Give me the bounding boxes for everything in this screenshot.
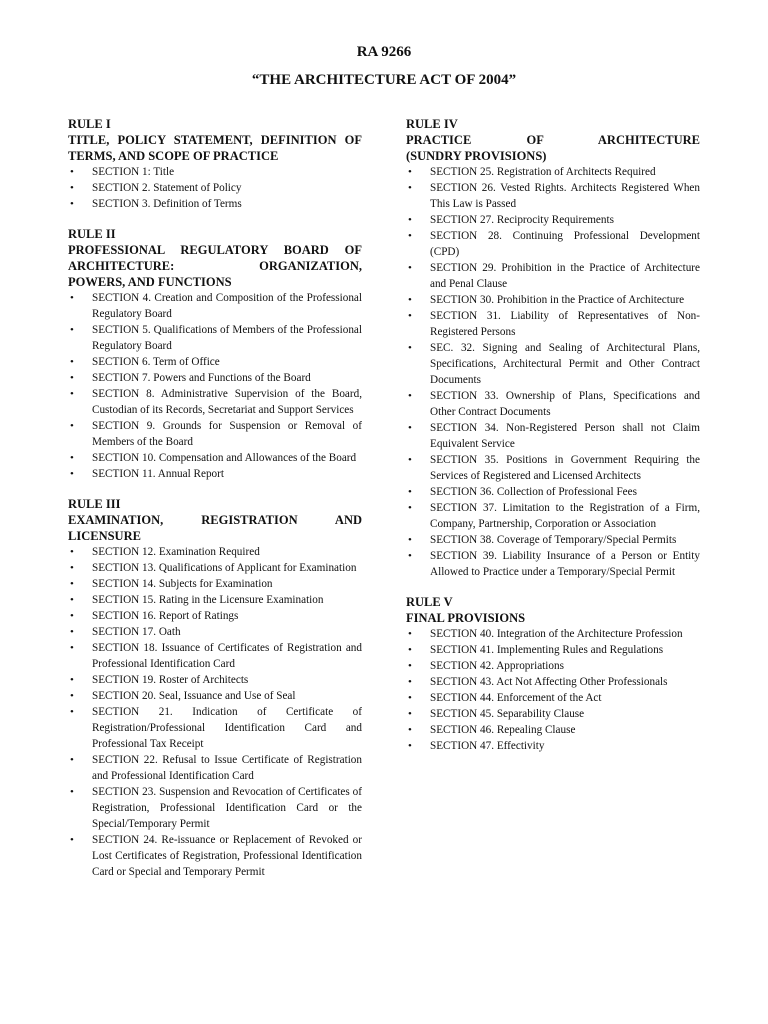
section-item: • SECTION 42. Appropriations	[406, 658, 700, 674]
rule-block	[68, 496, 362, 880]
section-item: • SECTION 31. Liability of Representatives of Non-Registered Persons	[406, 308, 700, 340]
section-item: • SECTION 46. Repealing Clause	[406, 722, 700, 738]
section-item: • SECTION 24. Re-issuance or Replacement of Revoked or Lost Certificates of Registration, Professional Identification Card or Special and Temporary Permit	[68, 832, 362, 880]
section-item: • SECTION 2. Statement of Policy	[68, 180, 362, 196]
section-item: • SECTION 37. Limitation to the Registration of a Firm, Company, Partnership, Corporation or Association	[406, 500, 700, 532]
rule-title-line: TITLE, POLICY STATEMENT, DEFINITION OF	[68, 133, 362, 147]
section-item: • SECTION 39. Liability Insurance of a Person or Entity Allowed to Practice under a Temporary/Special Permit	[406, 548, 700, 580]
section-item: • SECTION 10. Compensation and Allowances of the Board	[68, 450, 362, 466]
section-item: • SECTION 6. Term of Office	[68, 354, 362, 370]
section-item: • SECTION 13. Qualifications of Applicant for Examination	[68, 560, 362, 576]
rule-title-line: PRACTICE OF ARCHITECTURE	[406, 133, 700, 147]
section-item: • SECTION 7. Powers and Functions of the Board	[68, 370, 362, 386]
left-column	[68, 116, 362, 894]
section-item: • SECTION 41. Implementing Rules and Regulations	[406, 642, 700, 658]
section-item: • SECTION 43. Act Not Affecting Other Professionals	[406, 674, 700, 690]
rule-heading	[68, 116, 362, 164]
rule-heading	[68, 226, 362, 290]
section-item: • SECTION 29. Prohibition in the Practice of Architecture and Penal Clause	[406, 260, 700, 292]
section-item: • SECTION 22. Refusal to Issue Certificate of Registration and Professional Identification Card	[68, 752, 362, 784]
section-item: • SECTION 9. Grounds for Suspension or Removal of Members of the Board	[68, 418, 362, 450]
section-item: • SECTION 23. Suspension and Revocation of Certificates of Registration, Professional Identification Card or the Special/Temporary Permit	[68, 784, 362, 832]
rule-label: RULE V	[406, 595, 453, 609]
rule-block	[68, 226, 362, 482]
section-item: • SECTION 15. Rating in the Licensure Examination	[68, 592, 362, 608]
section-item: • SECTION 18. Issuance of Certificates of Registration and Professional Identification Card	[68, 640, 362, 672]
rule-label: RULE II	[68, 227, 116, 241]
section-item: • SECTION 11. Annual Report	[68, 466, 362, 482]
section-item: • SECTION 5. Qualifications of Members of the Professional Regulatory Board	[68, 322, 362, 354]
rule-title-line: EXAMINATION, REGISTRATION AND	[68, 513, 362, 527]
section-item: • SECTION 26. Vested Rights. Architects Registered When This Law is Passed	[406, 180, 700, 212]
rule-title-line: LICENSURE	[68, 529, 141, 543]
rule-block	[68, 116, 362, 212]
rule-label: RULE III	[68, 497, 121, 511]
section-item: • SECTION 40. Integration of the Architecture Profession	[406, 626, 700, 642]
rule-label: RULE I	[68, 117, 111, 131]
section-item: • SECTION 47. Effectivity	[406, 738, 700, 754]
document-subtitle: “THE ARCHITECTURE ACT OF 2004”	[251, 72, 517, 88]
section-list	[68, 544, 362, 880]
section-item: • SECTION 34. Non-Registered Person shall not Claim Equivalent Service	[406, 420, 700, 452]
section-item: • SECTION 44. Enforcement of the Act	[406, 690, 700, 706]
right-column	[406, 116, 700, 768]
section-item: • SECTION 35. Positions in Government Requiring the Services of Registered and Licensed Architects	[406, 452, 700, 484]
section-item: • SECTION 1: Title	[68, 164, 362, 180]
section-item: • SECTION 27. Reciprocity Requirements	[406, 212, 700, 228]
section-item: • SECTION 8. Administrative Supervision of the Board, Custodian of its Records, Secretariat and Support Services	[68, 386, 362, 418]
rule-label: RULE IV	[406, 117, 458, 131]
section-list	[406, 164, 700, 580]
rule-heading	[406, 594, 700, 626]
section-item: • SECTION 25. Registration of Architects Required	[406, 164, 700, 180]
document-title: RA 9266	[356, 44, 412, 60]
section-list	[68, 290, 362, 482]
section-item: • SECTION 28. Continuing Professional Development (CPD)	[406, 228, 700, 260]
section-item: • SECTION 4. Creation and Composition of the Professional Regulatory Board	[68, 290, 362, 322]
section-item: • SECTION 45. Separability Clause	[406, 706, 700, 722]
section-item: • SECTION 12. Examination Required	[68, 544, 362, 560]
section-item: • SECTION 30. Prohibition in the Practice of Architecture	[406, 292, 700, 308]
section-list	[406, 626, 700, 754]
section-item: • SECTION 36. Collection of Professional Fees	[406, 484, 700, 500]
rule-title-line: POWERS, AND FUNCTIONS	[68, 275, 232, 289]
section-item: • SECTION 3. Definition of Terms	[68, 196, 362, 212]
rule-title-line: PROFESSIONAL REGULATORY BOARD OF	[68, 243, 362, 257]
rule-heading	[406, 116, 700, 164]
section-item: • SECTION 33. Ownership of Plans, Specifications and Other Contract Documents	[406, 388, 700, 420]
rule-title-line: FINAL PROVISIONS	[406, 611, 526, 625]
rule-block	[406, 116, 700, 580]
rule-title-line: (SUNDRY PROVISIONS)	[406, 149, 547, 163]
section-list	[68, 164, 362, 212]
section-item: • SECTION 20. Seal, Issuance and Use of Seal	[68, 688, 362, 704]
section-item: • SEC. 32. Signing and Sealing of Architectural Plans, Specifications, Architectural Permit and Other Contract Documents	[406, 340, 700, 388]
rule-block	[406, 594, 700, 754]
rule-title-line: TERMS, AND SCOPE OF PRACTICE	[68, 149, 279, 163]
section-item: • SECTION 38. Coverage of Temporary/Special Permits	[406, 532, 700, 548]
rule-title-line: ARCHITECTURE: ORGANIZATION,	[68, 259, 362, 273]
rule-heading	[68, 496, 362, 544]
section-item: • SECTION 14. Subjects for Examination	[68, 576, 362, 592]
section-item: • SECTION 19. Roster of Architects	[68, 672, 362, 688]
section-item: • SECTION 21. Indication of Certificate of Registration/Professional Identification Card and Professional Tax Receipt	[68, 704, 362, 752]
section-item: • SECTION 16. Report of Ratings	[68, 608, 362, 624]
section-item: • SECTION 17. Oath	[68, 624, 362, 640]
